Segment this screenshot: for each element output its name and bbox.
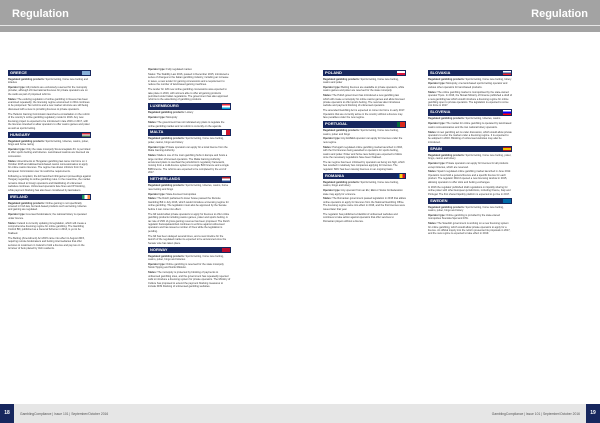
- footer-text-left: GamblingCompliance | Issue 101 | September/October 2016: [20, 412, 109, 416]
- header-divider: [0, 25, 600, 26]
- section-header-portugal: PORTUGAL: [323, 121, 406, 128]
- slovenia-flag-icon: [503, 110, 511, 115]
- slovakia-flag-icon: [503, 71, 511, 76]
- hungary-flag-icon: [82, 133, 90, 138]
- page-number-left: 18: [0, 404, 14, 423]
- section-header-slovenia: SLOVENIA: [428, 109, 512, 116]
- section-header-romania: ROMANIA: [323, 173, 406, 180]
- malta-flag-icon: [222, 130, 230, 135]
- ireland-flag-icon: [82, 195, 90, 200]
- section-header-luxembourg: LUXEMBOURG: [148, 103, 231, 110]
- column-4: SLOVAKIA Regulated gambling products: Sports betting, horse race betting, lottery Operator type: Monopoly, one land-based sports betting operator and various other operators for land-based products. Status: The online gambling market is monopolised by the state-owned operator Tipos. In 2016, the Slovak Ministry of Finance published a draft of a new gambling law which would introduce a licensing regime for online gambling open to private operators. The legislation is expected to come into force in 2017. SLOVENIA Regulated gambling products: Sports betting, lotteries, casino Operator type: The market for online gambling is operated by land-based casino concessionaires and the two national lottery operators. Status: A new gambling act is under discussion, which would allow private operators to enter the market under a licensing regime. It is expected to be adopted in 2016. Blocking of unlicensed websites may also be introduced. SPAIN Regulated gambling products: Sports betting, horse race betting, poker, bingo, casino and lottery Operator type: Private operators can apply for licences for all products except lotteries, which are reserved. Status: Spain's regulated online gambling market launched in June 2012. Operators must hold a general licence and a specific licence for each product. The regulator DGOJ opened a new licensing window in 2015, allowing operators to offer slots and betting exchanges. In 2016 the regulator published draft regulations on liquidity sharing for online poker with other European jurisdictions, including France, Italy and Portugal. The first shared liquidity platform is expected to go live in 2017. SWEDEN Regulated gambling products: Sports betting, horse race betting, casino, poker, bingo and lottery Operator type: Online gambling is provided by the state-owned monopolies Svenska Spel and ATG. Status: The Swedish government is working on a new licensing system for online gambling, which would allow private operators to apply for a licence. An official inquiry into the reform presented its proposals in 2017, and the new regime is expected to take effect in 2019.: [428, 69, 512, 236]
- column-1: GREECE Regulated gambling products: Sports betting, horse race betting and lotteries Operator type: All products are exclusively reserved for the monopoly provider, although 24 international licences for private operators are on the cards as part of proposed reforms. Status: The evolving regulation of online gambling in Greece has been examined repeatedly; the licensing regime announced in 2011 continues to be postponed. Tax reforms and a new market structure are still being discussed with a view to providing licences to private operators. The Hellenic Gaming Commission launched a consultation on the reform of the country's online gambling regulatory model in 2016. Any new licensing project is expected to be introduced in late 2016 or 2017, with the licences intended to allow operators to offer casino games and poker as well as sports betting. HUNGARY Regulated gambling products: Sports betting, lotteries, casino, poker, bingo and horse racing Operator type: Only the state monopoly Szerencsejáték Zrt. is permitted to offer sports betting and lotteries. Land-based casinos are licensed via concession. Status: Amendments to Hungarian gambling law came into force on 1 October 2015 and allowed land-based casino concessionaires to apply for online casino licences. The regime has drawn criticism from the European Commission over its restrictive requirements. Following a complaint, the EC launched infringement proceedings against Hungary regarding its online gambling rules. In the meantime, the market remains closed to foreign operators and blacklisting of unlicensed websites continues. Unlicensed operators face fines and IP blocking, while payment blocking has also been considered by lawmakers. IRELAND Regulated gambling products: Online gaming is not specifically covered in Irish law, but land-based products such as betting, lotteries and gaming are regulated. Operator type: Licensed bookmakers; the national lottery is operated under licence. Status: Ireland is currently updating its legislation, which will create a comprehensive licensing regime for online gambling. The Gambling Control Bill, published as a General Scheme in 2013, is yet to be finalised. The Betting (Amendment) Act 2015 came into effect in August 2015, requiring remote bookmakers and betting intermediaries that offer services to customers in Ireland to hold a licence and pay tax on the turnover of bets placed by Irish residents.: [8, 69, 91, 251]
- column-2: Operator type: Fully regulated market. Status: The Stability Law 2016, passed in December 2015, introduced a series of changes to the Italian gambling industry, including an increase in taxes, a new tender for gaming concessions and a requirement to reduce the number of land-based gaming machines. The tender for 120 new online gambling concessions was expected to take place in 2016, with winners able to offer all gaming products permitted under Italian regulations. The government has also approved reforms to the advertising of gambling products. LUXEMBOURG Regulated gambling products: Lottery Operator type: Monopoly Status: The government has not indicated any plans to regulate the online gambling market and no reform is currently on the agenda. MALTA Regulated gambling products: Sports betting, horse race betting, poker, casino, bingo and lottery Operator type: Private operators can apply for a local licence from the Malta Gaming Authority. Status: Malta is one of the main gambling hubs in Europe and hosts a large number of licensed operators. The Malta Gaming Authority announced plans to overhaul the jurisdiction's regulatory framework, moving from a multi-licence system to a single B2C licence and a single B2B licence. The reforms are expected to be completed by the end of 2017. NETHERLANDS Regulated gambling products: Sports betting, lotteries, casino, horse race betting and bingo Operator type: State-licensed monopolies Status: The Dutch parliament's lower house passed the Remote Gambling Bill in July 2016, which would introduce a licensing regime for online gambling. The legislation must also be approved by the Senate before it can come into effect. The bill would allow private operators to apply for licences to offer online gambling products including casino games, poker and sports betting. A tax rate of 29% of gross gaming revenue has been proposed. The Dutch regulator Kansspelautoriteit continues to enforce against unlicensed operators and has issued a number of fines while the legislation is pending. The bill has been delayed several times, and a new timeline for the launch of the regulated market is expected to be announced once the Senate vote has taken place. NORWAY Regulated gambling products: Sports betting, horse race betting, casino, poker, bingo and lotteries Operator type: Online gambling is reserved for the state monopoly Norsk Tipping and Norsk Rikstoto. Status: The monopoly is protected by blocking of payments to unlicensed gambling sites, and the government has repeatedly rejected calls to introduce a licensing system for private operators. The Ministry of Culture has proposed to extend the payment blocking measures to include DNS blocking of unlicensed gambling websites.: [148, 68, 231, 288]
- netherlands-flag-icon: [222, 177, 230, 182]
- footer-text-right: GamblingCompliance | Issue 101 | September/October 2016: [491, 412, 580, 416]
- portugal-flag-icon: [397, 122, 405, 127]
- section-header-greece: GREECE: [8, 70, 91, 77]
- column-3: POLAND Regulated gambling products: Sports betting, horse race betting, casino and poker Operator type: Betting licences are available to private operators, while casino games and poker are reserved for the state monopoly. Status: The Polish government has introduced a new gambling law which will create a monopoly for online casino games and allow licensed private operators to offer sports betting. The new law also introduces website and payment blocking of unlicensed operators. The amended Gambling Act is expected to come into force in early 2017. Operators that are currently active in the country without a licence may face penalties under the new regime. PORTUGAL Regulated gambling products: Sports betting, horse race betting, casino, poker and bingo Operator type: Any EU/EEA operator can apply for licences under the new regime. Status: Portugal's regulated online gambling market launched in 2016, with the first licences being awarded to operators for sports betting, casino and poker. Poker and horse race betting are expected to follow once the necessary regulations have been finalised. The tax regime has been criticised by operators as being too high, which has resulted in relatively few companies applying for licences. The regulator SRIJ has been issuing licences on an ongoing basis. ROMANIA Regulated gambling products: Sports betting, horse race betting, casino, bingo and lottery Operator type: Any operator from an EU, EEA or Swiss Confederation state may apply for a licence. Status: The Romanian government passed legislation in 2015 that allows online operators to apply for licences from the National Gambling Office. The licensing regime came into effect in 2016, and the first licences were issued later that year. The regulator has published a blacklist of unlicensed websites and continues to take action against operators that offer services to Romanian players without a licence.: [323, 69, 406, 223]
- romania-flag-icon: [397, 174, 405, 179]
- sweden-flag-icon: [503, 199, 511, 204]
- header-title-left: Regulation: [12, 8, 69, 20]
- header-title-right: Regulation: [531, 8, 588, 20]
- section-header-norway: NORWAY: [148, 247, 231, 254]
- poland-flag-icon: [397, 71, 405, 76]
- greece-flag-icon: [82, 71, 90, 76]
- section-header-sweden: SWEDEN: [428, 198, 512, 205]
- spain-flag-icon: [503, 147, 511, 152]
- section-header-malta: MALTA: [148, 129, 231, 136]
- luxembourg-flag-icon: [222, 104, 230, 109]
- section-header-spain: SPAIN: [428, 146, 512, 153]
- page-number-right: 19: [586, 404, 600, 423]
- norway-flag-icon: [222, 248, 230, 253]
- section-header-poland: POLAND: [323, 70, 406, 77]
- section-header-ireland: IRELAND: [8, 194, 91, 201]
- section-header-hungary: HUNGARY: [8, 132, 91, 139]
- section-header-netherlands: NETHERLANDS: [148, 176, 231, 183]
- section-header-slovakia: SLOVAKIA: [428, 70, 512, 77]
- page-footer: [0, 404, 600, 423]
- page-header: [0, 0, 600, 32]
